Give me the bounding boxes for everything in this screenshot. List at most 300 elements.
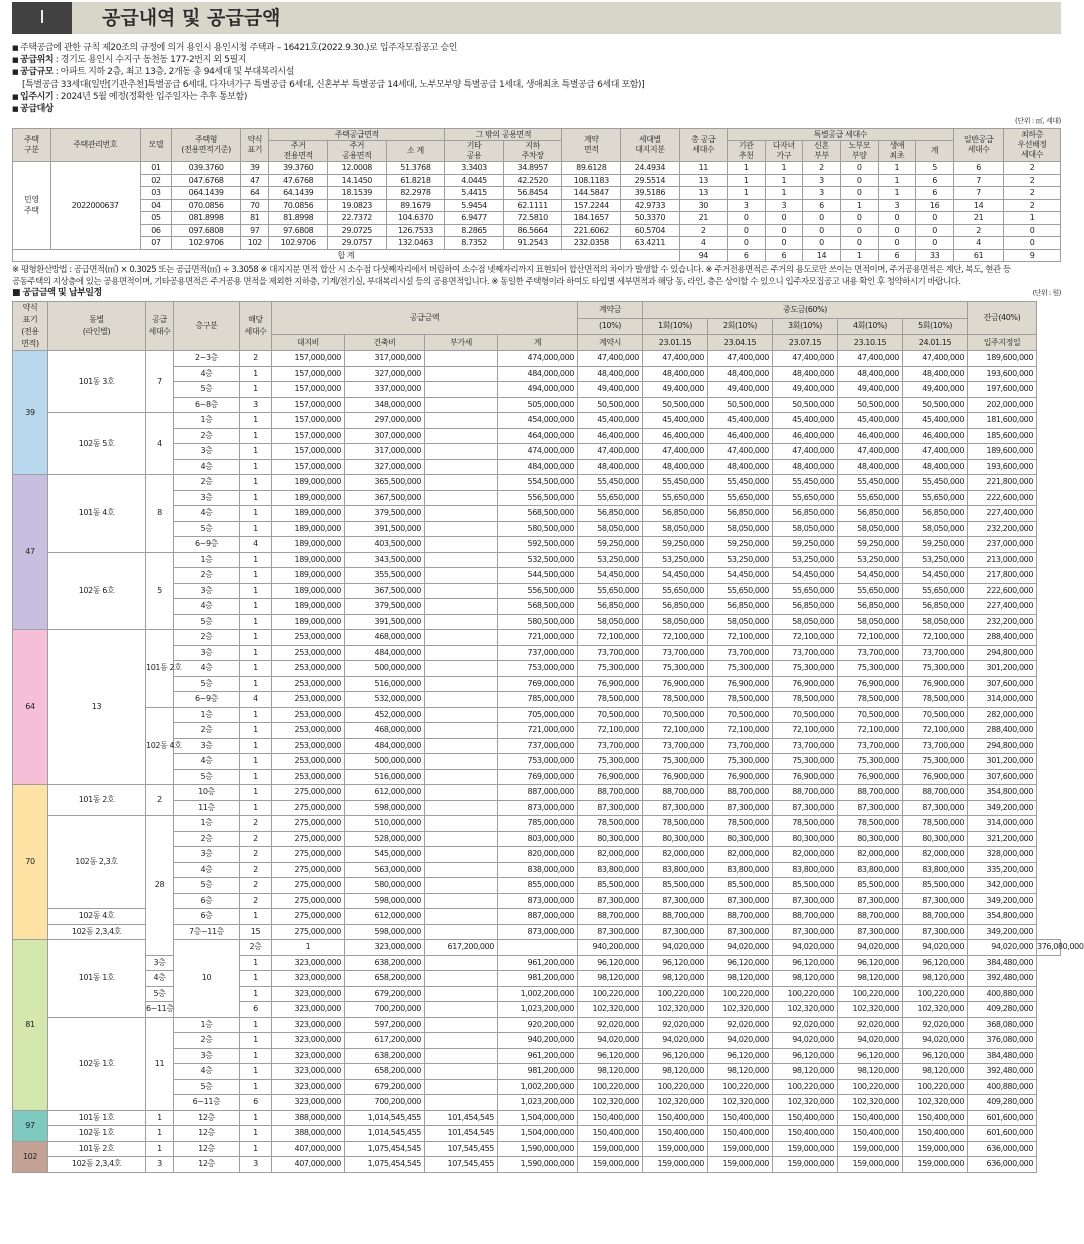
price-cell: 159,000,000 — [578, 1157, 643, 1173]
price-cell: 78,500,000 — [838, 816, 903, 832]
floor-cell: 2층 — [174, 475, 240, 491]
price-cell: 96,120,000 — [838, 955, 903, 971]
price-cell: 48,400,000 — [643, 459, 708, 475]
price-cell: 307,600,000 — [968, 769, 1037, 785]
price-cell: 76,900,000 — [708, 769, 773, 785]
dong-cell: 101동 1호 — [48, 1110, 146, 1126]
area-cell: 3 — [765, 199, 803, 212]
price-cell: 58,050,000 — [578, 521, 643, 537]
price-row — [13, 475, 1061, 491]
price-cell: 500,000,000 — [345, 754, 425, 770]
price-cell: 337,000,000 — [345, 382, 425, 398]
floor-cell: 3층 — [174, 645, 240, 661]
supply-units-cell: 1 — [146, 1110, 174, 1126]
price-cell — [425, 831, 498, 847]
price-cell: 72,100,000 — [773, 630, 838, 646]
dong-cell: 101동 3호 — [48, 351, 146, 413]
supply-units-cell: 10 — [174, 940, 240, 1018]
price-cell: 275,000,000 — [272, 831, 345, 847]
price-cell: 820,000,000 — [498, 847, 578, 863]
units-cell: 1 — [240, 521, 272, 537]
total-cell: 6 — [765, 249, 803, 262]
price-cell: 47,400,000 — [903, 351, 968, 367]
price-cell: 72,100,000 — [903, 630, 968, 646]
price-cell: 232,200,000 — [968, 614, 1037, 630]
price-cell: 494,000,000 — [498, 382, 578, 398]
price-cell: 48,400,000 — [708, 366, 773, 382]
price-cell: 46,400,000 — [773, 428, 838, 444]
supply-units-cell: 1 — [146, 1141, 174, 1157]
units-cell: 2 — [240, 816, 272, 832]
price-cell: 275,000,000 — [272, 847, 345, 863]
units-cell: 1 — [240, 552, 272, 568]
price-cell: 253,000,000 — [272, 754, 345, 770]
price-cell: 50,500,000 — [903, 397, 968, 413]
price-cell — [425, 351, 498, 367]
area-cell: 21 — [953, 212, 1003, 225]
area-cell: 89.1679 — [386, 199, 445, 212]
price-cell: 658,200,000 — [345, 971, 425, 987]
price-cell: 1,023,200,000 — [498, 1095, 578, 1111]
price-cell: 48,400,000 — [578, 459, 643, 475]
th-newlywed: 신혼 부부 — [803, 141, 841, 162]
price-cell: 294,800,000 — [968, 645, 1037, 661]
floor-cell: 12층 — [174, 1110, 240, 1126]
price-cell: 85,500,000 — [643, 878, 708, 894]
area-cell: 1 — [1004, 212, 1061, 225]
units-cell: 1 — [240, 413, 272, 429]
price-cell — [425, 521, 498, 537]
price-cell: 342,000,000 — [968, 878, 1037, 894]
type-abbr-cell: 81 — [13, 940, 48, 1111]
price-cell — [425, 707, 498, 723]
units-cell: 2 — [240, 878, 272, 894]
price-cell: 100,220,000 — [643, 1079, 708, 1095]
price-cell: 100,220,000 — [903, 1079, 968, 1095]
units-cell: 1 — [240, 1079, 272, 1095]
price-cell: 87,300,000 — [643, 800, 708, 816]
price-cell: 275,000,000 — [272, 800, 345, 816]
price-cell: 505,000,000 — [498, 397, 578, 413]
price-cell: 78,500,000 — [903, 816, 968, 832]
price-cell: 96,120,000 — [838, 1048, 903, 1064]
price-cell: 159,000,000 — [903, 1157, 968, 1173]
area-cell: 39.3760 — [269, 162, 328, 175]
price-cell: 83,800,000 — [578, 862, 643, 878]
price-cell — [425, 955, 498, 971]
price-cell: 83,800,000 — [838, 862, 903, 878]
floor-cell: 5층 — [174, 1079, 240, 1095]
price-cell: 78,500,000 — [903, 692, 968, 708]
unit-label-2: (단위 : 원) — [1032, 289, 1061, 298]
price-cell: 638,200,000 — [345, 955, 425, 971]
price-cell: 407,000,000 — [272, 1157, 345, 1173]
price-cell: 75,300,000 — [708, 661, 773, 677]
price-cell: 73,700,000 — [643, 738, 708, 754]
area-row — [13, 187, 1061, 200]
units-cell: 1 — [240, 800, 272, 816]
price-cell: 785,000,000 — [498, 692, 578, 708]
area-row — [13, 199, 1061, 212]
units-cell: 2 — [240, 351, 272, 367]
price-cell: 55,650,000 — [773, 583, 838, 599]
th-special-units: 특별공급 세대수 — [727, 129, 953, 141]
th-balance: 잔금(40%) — [968, 302, 1037, 335]
th-contract-area: 계약 면적 — [562, 129, 621, 162]
price-cell: 55,450,000 — [578, 475, 643, 491]
price-cell: 78,500,000 — [643, 816, 708, 832]
price-cell: 55,650,000 — [838, 490, 903, 506]
price-cell: 70,500,000 — [578, 707, 643, 723]
th-mid-5: 5회(10%) — [903, 318, 968, 334]
price-cell: 1,504,000,000 — [498, 1110, 578, 1126]
price-cell: 100,220,000 — [903, 986, 968, 1002]
price-cell: 484,000,000 — [498, 459, 578, 475]
price-cell: 87,300,000 — [708, 924, 773, 940]
area-cell: 0 — [840, 212, 878, 225]
price-cell: 189,000,000 — [272, 537, 345, 553]
price-cell: 58,050,000 — [773, 521, 838, 537]
price-cell: 349,200,000 — [968, 893, 1037, 909]
price-cell: 598,000,000 — [345, 893, 425, 909]
price-cell: 82,000,000 — [773, 847, 838, 863]
price-cell: 78,500,000 — [643, 692, 708, 708]
price-cell: 181,600,000 — [968, 413, 1037, 429]
price-cell: 307,000,000 — [345, 428, 425, 444]
price-cell: 301,200,000 — [968, 661, 1037, 677]
price-cell: 72,100,000 — [903, 723, 968, 739]
price-cell: 88,700,000 — [578, 909, 643, 925]
units-cell: 1 — [240, 1110, 272, 1126]
price-cell: 981,200,000 — [498, 1064, 578, 1080]
price-cell: 94,020,000 — [773, 1033, 838, 1049]
type-abbr-cell: 39 — [13, 351, 48, 475]
price-cell: 288,400,000 — [968, 630, 1037, 646]
price-cell: 82,000,000 — [903, 847, 968, 863]
area-cell: 07 — [140, 237, 171, 250]
price-cell: 102,320,000 — [903, 1002, 968, 1018]
price-cell: 314,000,000 — [968, 816, 1037, 832]
price-cell: 150,400,000 — [578, 1110, 643, 1126]
price-cell: 400,880,000 — [968, 986, 1037, 1002]
note-line — [12, 103, 1061, 115]
price-row — [13, 552, 1061, 568]
price-cell: 48,400,000 — [578, 366, 643, 382]
price-cell: 55,650,000 — [708, 583, 773, 599]
area-cell: 1 — [765, 162, 803, 175]
price-cell: 159,000,000 — [903, 1141, 968, 1157]
price-cell: 49,400,000 — [708, 382, 773, 398]
price-cell: 1,075,454,545 — [345, 1157, 425, 1173]
price-cell: 335,200,000 — [968, 862, 1037, 878]
th-supply-price: 공급금액 — [272, 302, 578, 335]
price-cell: 157,000,000 — [272, 397, 345, 413]
floor-cell: 5층 — [174, 769, 240, 785]
price-cell: 197,600,000 — [968, 382, 1037, 398]
th-vat: 부가세 — [425, 334, 498, 350]
area-cell: 157.2244 — [562, 199, 621, 212]
price-cell: 88,700,000 — [773, 909, 838, 925]
floor-cell: 1층 — [174, 816, 240, 832]
floor-cell: 4층 — [174, 862, 240, 878]
area-cell: 29.0757 — [328, 237, 387, 250]
price-cell: 468,000,000 — [345, 630, 425, 646]
price-cell: 56,850,000 — [773, 506, 838, 522]
th-contract-time: 계약시 — [578, 334, 643, 350]
price-cell: 88,700,000 — [903, 909, 968, 925]
units-cell: 1 — [240, 599, 272, 615]
price-row — [13, 1110, 1061, 1126]
area-cell: 14.1450 — [328, 174, 387, 187]
price-body — [13, 351, 1084, 1173]
price-cell: 100,220,000 — [578, 1079, 643, 1095]
area-cell: 6 — [953, 162, 1003, 175]
price-cell: 920,200,000 — [498, 1017, 578, 1033]
units-cell: 1 — [240, 1064, 272, 1080]
price-cell: 73,700,000 — [773, 645, 838, 661]
price-cell: 59,250,000 — [643, 537, 708, 553]
price-cell: 55,650,000 — [578, 583, 643, 599]
area-cell: 2 — [1004, 199, 1061, 212]
price-cell: 157,000,000 — [272, 382, 345, 398]
price-cell: 98,120,000 — [578, 971, 643, 987]
th-house-size: 주택형 (전용면적기준) — [172, 129, 241, 162]
price-cell: 47,400,000 — [903, 444, 968, 460]
floor-cell: 12층 — [174, 1157, 240, 1173]
area-cell: 86.5664 — [503, 224, 562, 237]
note-line — [12, 91, 1061, 103]
price-cell: 468,000,000 — [345, 723, 425, 739]
th-mid-3: 3회(10%) — [773, 318, 838, 334]
dong-cell: 102동 2,3호 — [48, 816, 146, 909]
price-cell: 46,400,000 — [708, 428, 773, 444]
price-cell: 78,500,000 — [708, 692, 773, 708]
price-cell: 317,000,000 — [345, 351, 425, 367]
price-cell: 50,500,000 — [578, 397, 643, 413]
price-cell: 76,900,000 — [773, 769, 838, 785]
price-cell: 47,400,000 — [708, 351, 773, 367]
note-key: 입주시기 — [20, 91, 54, 102]
price-cell — [425, 816, 498, 832]
units-cell: 1 — [240, 506, 272, 522]
price-cell: 55,450,000 — [643, 475, 708, 491]
th-other-common: 그 밖의 공용면적 — [445, 129, 562, 141]
house-type-cell: 민영 주택 — [13, 162, 51, 250]
price-cell: 73,700,000 — [838, 645, 903, 661]
price-cell: 87,300,000 — [578, 893, 643, 909]
th-land-share: 세대별 대지지분 — [621, 129, 680, 162]
price-cell: 189,000,000 — [272, 568, 345, 584]
price-cell: 227,400,000 — [968, 599, 1037, 615]
price-cell: 189,000,000 — [272, 506, 345, 522]
house-code-cell: 2022000637 — [50, 162, 140, 250]
section2-title: ■ 공급금액 및 납부일정 — [12, 288, 102, 299]
price-cell: 275,000,000 — [272, 785, 345, 801]
area-cell: 3 — [803, 174, 841, 187]
supply-units-cell: 1 — [146, 1126, 174, 1142]
price-cell: 72,100,000 — [578, 723, 643, 739]
units-cell: 1 — [240, 1126, 272, 1142]
area-cell: 0 — [840, 224, 878, 237]
price-cell — [425, 1079, 498, 1095]
th-first-time: 생애 최초 — [878, 141, 916, 162]
price-cell: 70,500,000 — [708, 707, 773, 723]
units-cell: 1 — [240, 382, 272, 398]
price-cell: 49,400,000 — [578, 382, 643, 398]
price-cell: 47,400,000 — [708, 444, 773, 460]
price-cell: 87,300,000 — [643, 924, 708, 940]
price-cell: 159,000,000 — [708, 1157, 773, 1173]
price-cell: 598,000,000 — [345, 924, 425, 940]
price-cell: 102,320,000 — [838, 1095, 903, 1111]
price-cell: 94,020,000 — [578, 1033, 643, 1049]
price-row — [13, 986, 1061, 1002]
price-cell: 55,450,000 — [903, 475, 968, 491]
price-row — [13, 816, 1061, 832]
price-cell: 150,400,000 — [578, 1126, 643, 1142]
price-cell: 73,700,000 — [578, 738, 643, 754]
units-cell: 1 — [240, 630, 272, 646]
price-cell: 98,120,000 — [773, 1064, 838, 1080]
units-cell: 1 — [240, 955, 272, 971]
price-cell: 253,000,000 — [272, 676, 345, 692]
price-cell: 75,300,000 — [643, 754, 708, 770]
price-cell: 376,080,000 — [968, 1033, 1037, 1049]
price-cell: 100,220,000 — [838, 986, 903, 1002]
floor-cell: 3층 — [174, 847, 240, 863]
area-cell: 64 — [241, 187, 269, 200]
price-cell: 85,500,000 — [578, 878, 643, 894]
price-cell: 75,300,000 — [578, 661, 643, 677]
area-cell: 13 — [679, 187, 727, 200]
price-cell: 98,120,000 — [643, 971, 708, 987]
th-model: 모델 — [140, 129, 171, 162]
price-cell: 59,250,000 — [838, 537, 903, 553]
units-cell: 1 — [240, 1017, 272, 1033]
price-cell: 658,200,000 — [345, 1064, 425, 1080]
price-cell: 107,545,455 — [425, 1141, 498, 1157]
floor-cell: 6~9층 — [174, 537, 240, 553]
area-cell: 047.6768 — [172, 174, 241, 187]
supply-units-cell: 5 — [146, 552, 174, 630]
area-cell: 097.6808 — [172, 224, 241, 237]
price-cell: 45,400,000 — [838, 413, 903, 429]
price-cell: 769,000,000 — [498, 769, 578, 785]
price-cell: 98,120,000 — [708, 971, 773, 987]
area-cell: 39 — [241, 162, 269, 175]
units-cell: 1 — [240, 1048, 272, 1064]
price-cell: 83,800,000 — [708, 862, 773, 878]
total-cell: 61 — [953, 249, 1003, 262]
price-cell — [425, 413, 498, 429]
price-cell: 73,700,000 — [903, 738, 968, 754]
price-row — [13, 971, 1061, 987]
price-cell: 638,200,000 — [345, 1048, 425, 1064]
price-cell: 56,850,000 — [708, 506, 773, 522]
floor-cell: 5층 — [174, 614, 240, 630]
price-cell: 580,000,000 — [345, 878, 425, 894]
price-cell — [425, 1033, 498, 1049]
area-cell: 0 — [1004, 237, 1061, 250]
area-cell: 0 — [765, 224, 803, 237]
price-cell: 47,400,000 — [578, 351, 643, 367]
price-cell: 58,050,000 — [838, 521, 903, 537]
price-cell: 94,020,000 — [903, 1033, 968, 1049]
note-text: : 아파트 지하 2층, 최고 13층, 2개동 총 94세대 및 부대복리시설 — [53, 67, 294, 78]
price-cell: 500,000,000 — [345, 661, 425, 677]
price-cell: 56,850,000 — [903, 506, 968, 522]
price-cell: 617,200,000 — [425, 940, 498, 956]
units-cell: 2 — [240, 847, 272, 863]
price-cell: 327,000,000 — [345, 459, 425, 475]
price-cell: 232,200,000 — [968, 521, 1037, 537]
price-cell: 202,000,000 — [968, 397, 1037, 413]
price-cell: 367,500,000 — [345, 583, 425, 599]
price-cell — [425, 366, 498, 382]
price-cell: 87,300,000 — [578, 800, 643, 816]
price-cell: 55,650,000 — [773, 490, 838, 506]
price-cell: 159,000,000 — [708, 1141, 773, 1157]
th-common-area: 주거 공용면적 — [328, 141, 387, 162]
price-cell: 101,454,545 — [425, 1110, 498, 1126]
units-cell: 1 — [240, 661, 272, 677]
price-cell: 55,650,000 — [838, 583, 903, 599]
area-cell: 3 — [727, 199, 765, 212]
area-row — [13, 224, 1061, 237]
price-cell: 92,020,000 — [838, 1017, 903, 1033]
floor-cell: 3층 — [146, 955, 174, 971]
area-cell: 0 — [916, 224, 954, 237]
price-cell: 70,500,000 — [773, 707, 838, 723]
floor-cell: 2층 — [174, 428, 240, 444]
area-cell: 81.8998 — [269, 212, 328, 225]
price-cell: 253,000,000 — [272, 645, 345, 661]
dong-cell: 102동 5호 — [48, 413, 146, 475]
price-cell: 700,200,000 — [345, 1095, 425, 1111]
price-cell: 55,650,000 — [643, 583, 708, 599]
price-cell: 85,500,000 — [838, 878, 903, 894]
price-cell: 94,020,000 — [643, 1033, 708, 1049]
price-cell: 189,000,000 — [272, 521, 345, 537]
section-header — [12, 2, 1061, 34]
price-cell: 887,000,000 — [498, 909, 578, 925]
price-cell: 55,650,000 — [903, 583, 968, 599]
note-line — [12, 42, 1061, 54]
price-cell: 150,400,000 — [773, 1110, 838, 1126]
price-cell: 96,120,000 — [578, 955, 643, 971]
price-cell: 981,200,000 — [498, 971, 578, 987]
price-cell: 80,300,000 — [643, 831, 708, 847]
price-cell: 88,700,000 — [708, 909, 773, 925]
price-cell: 474,000,000 — [498, 351, 578, 367]
price-cell: 78,500,000 — [708, 816, 773, 832]
th-special-sum: 계 — [916, 141, 954, 162]
price-cell: 75,300,000 — [773, 754, 838, 770]
price-cell: 159,000,000 — [773, 1141, 838, 1157]
price-cell: 98,120,000 — [773, 971, 838, 987]
dong-cell: 102동 2,3,4호 — [48, 924, 146, 940]
price-cell: 94,020,000 — [903, 940, 968, 956]
floor-cell: 10층 — [174, 785, 240, 801]
price-cell: 348,000,000 — [345, 397, 425, 413]
price-cell: 58,050,000 — [708, 614, 773, 630]
price-cell: 72,100,000 — [643, 630, 708, 646]
price-cell: 92,020,000 — [578, 1017, 643, 1033]
price-cell: 785,000,000 — [498, 816, 578, 832]
area-cell: 102.9706 — [172, 237, 241, 250]
price-cell: 88,700,000 — [838, 785, 903, 801]
price-cell — [425, 800, 498, 816]
